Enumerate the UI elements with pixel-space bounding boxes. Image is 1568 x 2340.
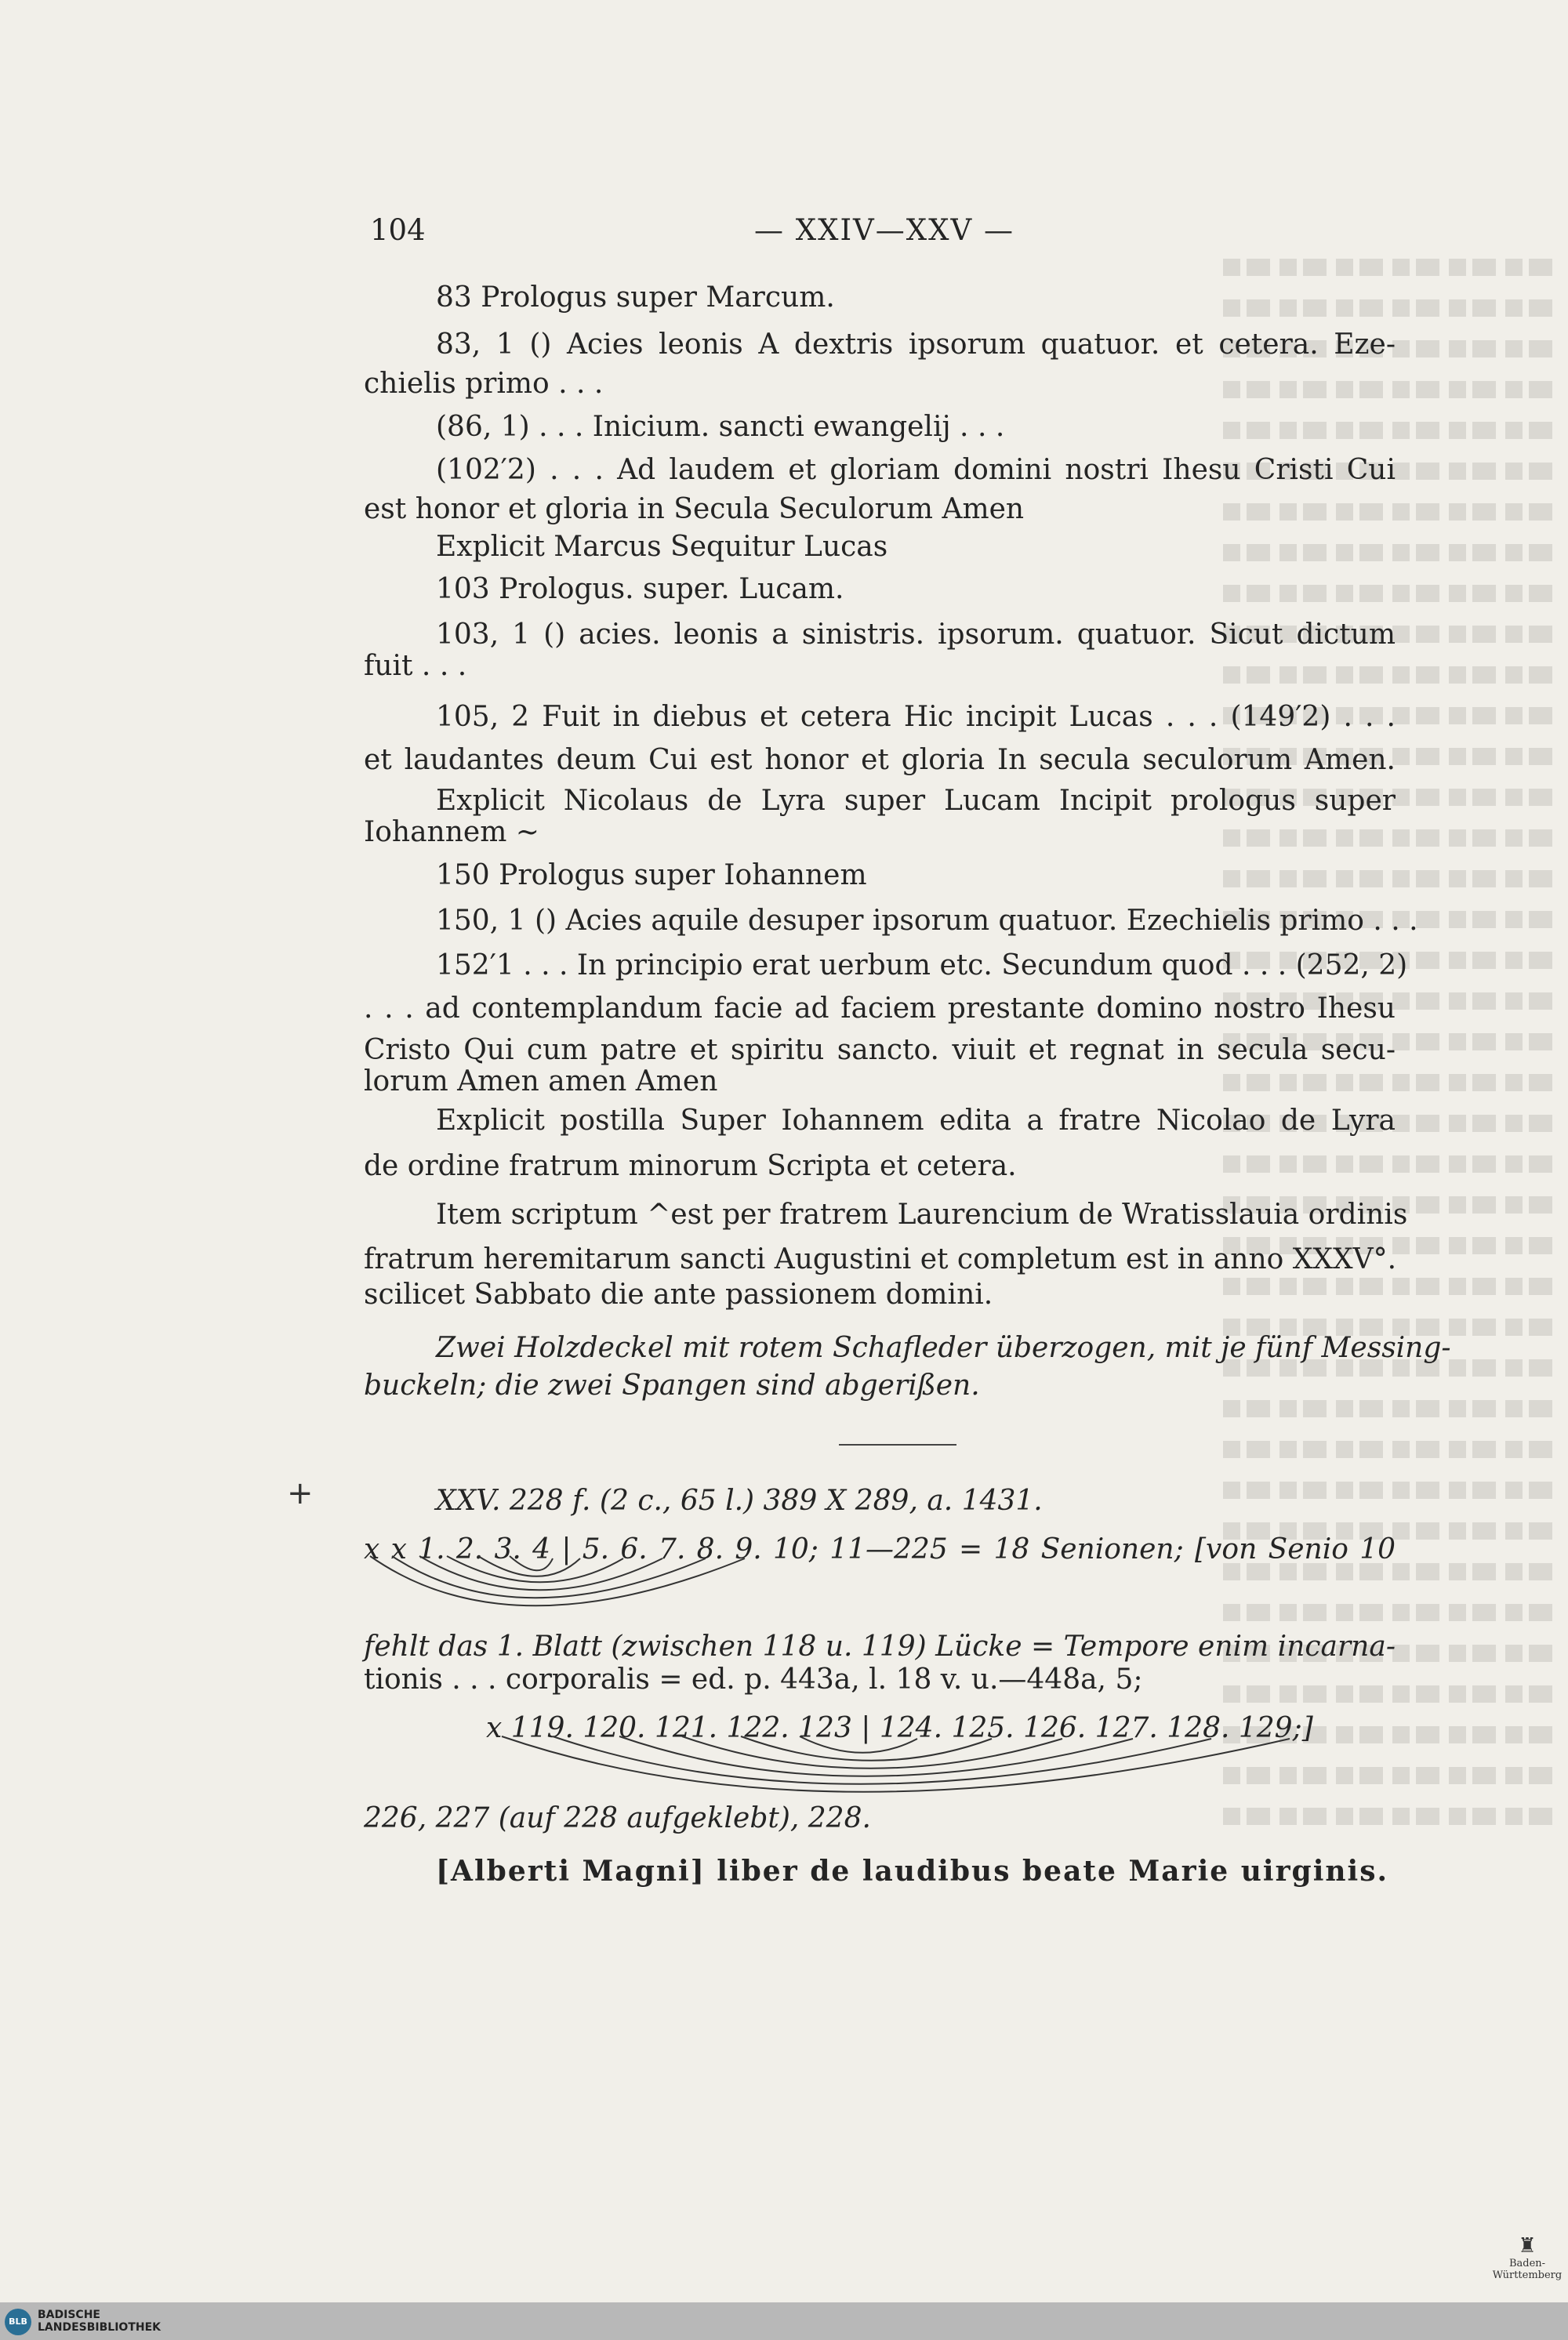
- text-line: de ordine fratrum minorum Scripta et cetera.: [364, 1150, 1017, 1182]
- collation-line: fehlt das 1. Blatt (zwischen 118 u. 119) Lücke = Tempore enim incarna-: [364, 1631, 1396, 1663]
- text-line: scilicet Sabbato die ante passionem domini.: [364, 1279, 993, 1311]
- text-line: Cristo Qui cum patre et spiritu sancto. viuit et regnat in secula secu-: [364, 1034, 1396, 1066]
- work-title: [Alberti Magni] liber de laudibus beate Marie uirginis.: [436, 1855, 1389, 1888]
- text-line: fuit . . .: [364, 650, 467, 682]
- text-line: Explicit postilla Super Iohannem edita a fratre Nicolao de Lyra: [436, 1105, 1396, 1137]
- text-line: 152′1 . . . In principio erat uerbum etc. Secundum quod . . . (252, 2): [436, 949, 1408, 981]
- baden-wuerttemberg-mark: ♜ Baden-Württemberg: [1492, 2234, 1563, 2281]
- text-line: . . . ad contemplandum facie ad faciem prestante domino nostro Ihesu: [364, 992, 1396, 1025]
- text-line: 83 Prologus super Marcum.: [436, 281, 835, 314]
- quire-arc: [800, 1736, 917, 1753]
- text-line: 83, 1 () Acies leonis A dextris ipsorum quatuor. et cetera. Eze-: [436, 328, 1396, 361]
- text-line: 103 Prologus. super. Lucam.: [436, 573, 844, 605]
- text-line: 226, 227 (auf 228 aufgeklebt), 228.: [364, 1802, 871, 1834]
- text-line: 105, 2 Fuit in diebus et cetera Hic incipit Lucas . . . (149′2) . . .: [436, 701, 1396, 733]
- section-heading: XXV. 228 f. (2 c., 65 l.) 389 X 289, a. 1431.: [436, 1485, 1043, 1517]
- text-line: chielis primo . . .: [364, 368, 604, 400]
- description-line: Zwei Holzdeckel mit rotem Schafleder überzogen, mit je fünf Messing-: [436, 1332, 1451, 1364]
- quire-arc: [741, 1736, 992, 1761]
- text-line: Explicit Nicolaus de Lyra super Lucam Incipit prologus super: [436, 785, 1396, 817]
- text-line: Explicit Marcus Sequitur Lucas: [436, 531, 888, 563]
- text-line: lorum Amen amen Amen: [364, 1065, 718, 1097]
- text-line: 150, 1 () Acies aquile desuper ipsorum quatuor. Ezechielis primo . . .: [436, 905, 1418, 937]
- crest-icon: ♜: [1518, 2234, 1537, 2258]
- page-number: 104: [370, 213, 426, 247]
- collation-line: tionis . . . corporalis = ed. p. 443a, l. 18 v. u.—448a, 5;: [364, 1663, 1143, 1696]
- margin-plus-mark: +: [287, 1475, 314, 1511]
- text-line: fratrum heremitarum sancti Augustini et completum est in anno XXXV°.: [364, 1243, 1397, 1275]
- collation-line: x 119. 120. 121. 122. 123 | 124. 125. 126. 127. 128. 129;]: [486, 1712, 1313, 1744]
- text-line: (102′2) . . . Ad laudem et gloriam domini nostri Ihesu Cristi Cui: [436, 454, 1396, 486]
- quire-arc: [619, 1736, 1133, 1776]
- running-title: — XXIV—XXV —: [754, 213, 1014, 247]
- text-line: Iohannem ~: [364, 816, 539, 848]
- text-line: et laudantes deum Cui est honor et gloria In secula seculorum Amen.: [364, 744, 1396, 776]
- library-name: BADISCHE LANDESBIBLIOTHEK: [38, 2309, 162, 2334]
- text-line: (86, 1) . . . Inicium. sancti ewangelij . . .: [436, 411, 1005, 443]
- description-line: buckeln; die zwei Spangen sind abgerißen.: [364, 1370, 980, 1402]
- library-footer-bar: [0, 2302, 1568, 2340]
- collation-line: x x 1. 2. 3. 4 | 5. 6. 7. 8. 9. 10; 11—225 = 18 Senionen; [von Senio 10: [364, 1533, 1396, 1565]
- text-line: Item scriptum ^est per fratrem Laurencium de Wratisslauia ordinis: [436, 1199, 1408, 1231]
- text-line: 103, 1 () acies. leonis a sinistris. ipsorum. quatuor. Sicut dictum: [436, 619, 1396, 651]
- text-line: 150 Prologus super Iohannem: [436, 859, 867, 891]
- blb-logo-icon: BLB: [5, 2309, 31, 2335]
- text-line: est honor et gloria in Secula Seculorum Amen: [364, 493, 1025, 525]
